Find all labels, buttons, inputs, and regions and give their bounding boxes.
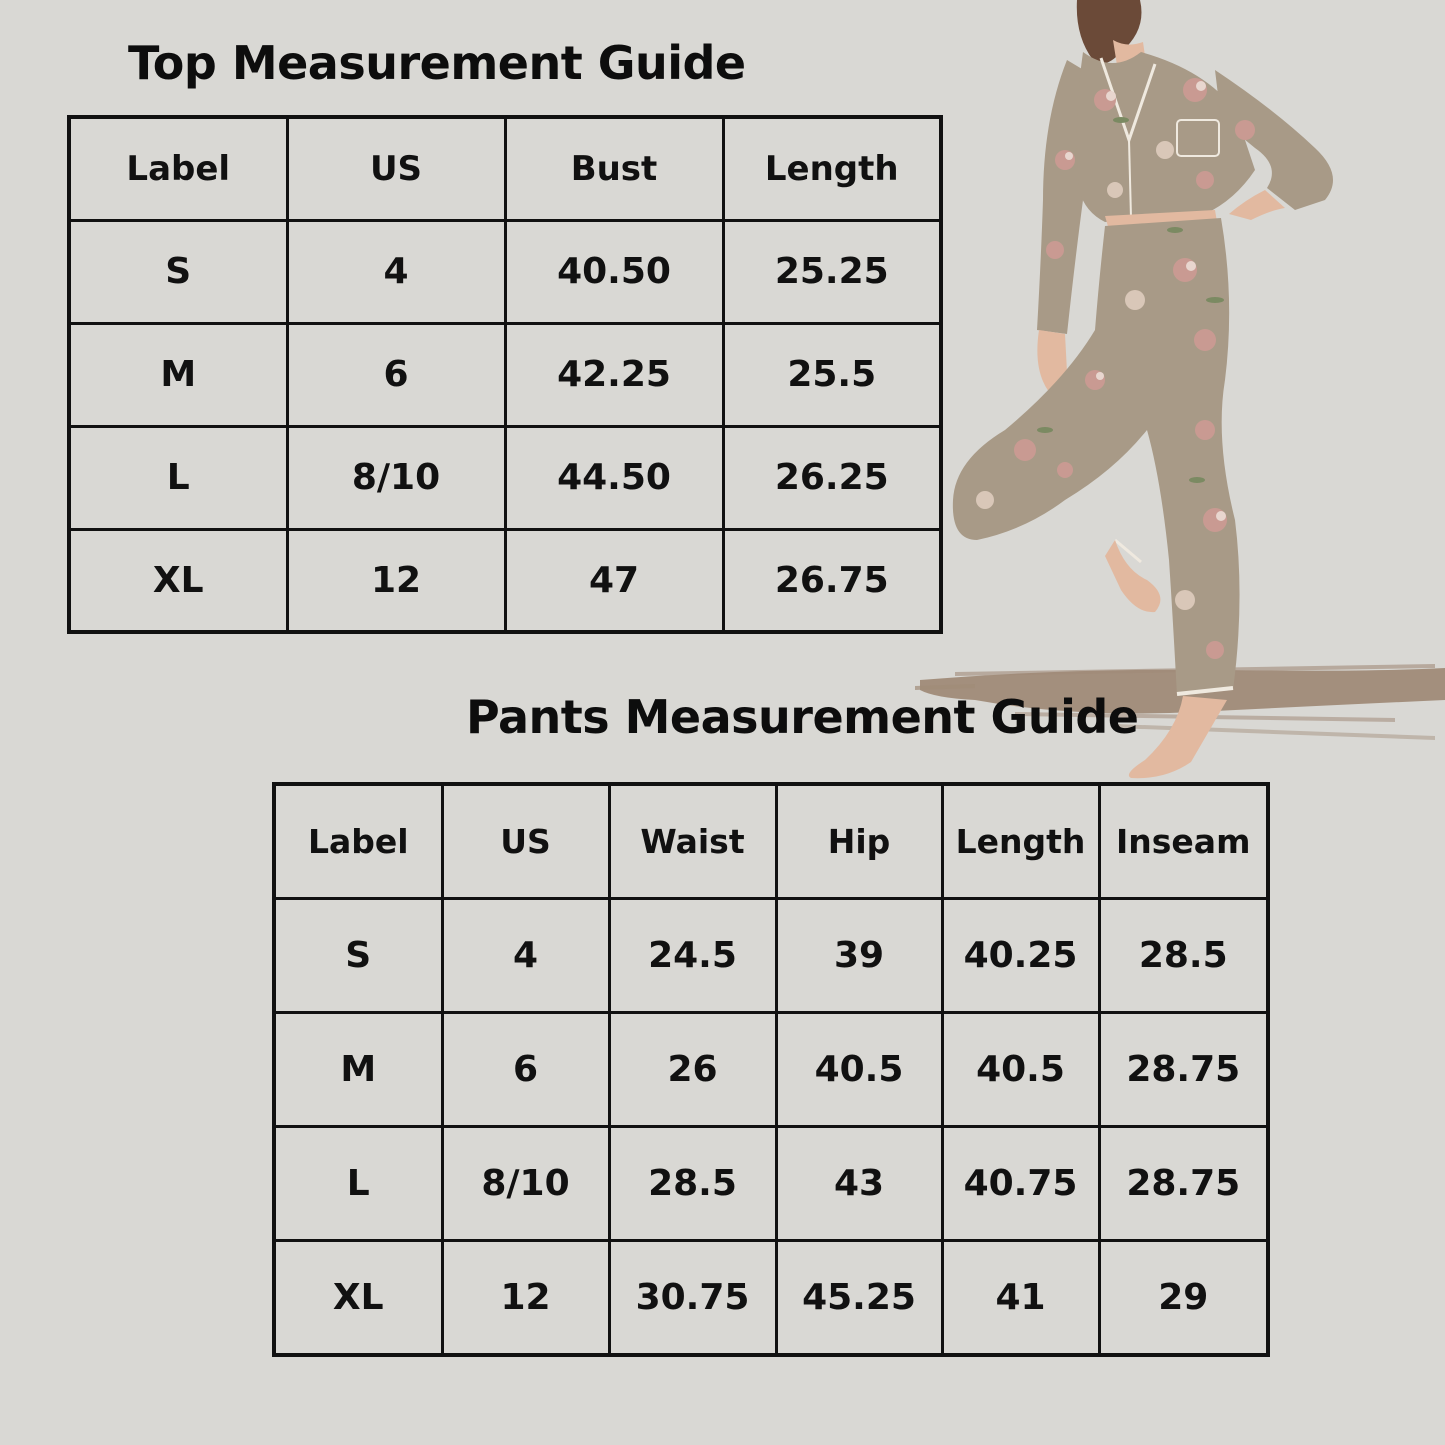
table-row (274, 1241, 1268, 1355)
table-cell: 6 (442, 1012, 609, 1126)
table-cell: 28.5 (1099, 898, 1268, 1012)
table-cell: 47 (505, 529, 723, 632)
foot-left (1105, 540, 1160, 612)
header-cell: US (442, 784, 609, 898)
table-row (69, 426, 941, 529)
header-cell: Waist (609, 784, 776, 898)
top-guide-title: Top Measurement Guide (128, 36, 746, 90)
table-cell: 40.25 (942, 898, 1099, 1012)
table-cell: 45.25 (776, 1241, 942, 1355)
table-cell: 41 (942, 1241, 1099, 1355)
table-cell: 40.50 (505, 220, 723, 323)
table-cell: 40.5 (776, 1012, 942, 1126)
table-row (69, 323, 941, 426)
table-cell: 26.25 (723, 426, 941, 529)
table-cell: M (274, 1012, 442, 1126)
table-cell: 25.25 (723, 220, 941, 323)
table-cell: L (69, 426, 287, 529)
table-cell: S (274, 898, 442, 1012)
top-measurement-table (67, 115, 943, 634)
pants-guide-title: Pants Measurement Guide (466, 690, 1139, 744)
pants-measurement-table (272, 782, 1270, 1357)
table-cell: 4 (442, 898, 609, 1012)
table-cell: 30.75 (609, 1241, 776, 1355)
pajama-pants (953, 218, 1240, 696)
table-cell: XL (274, 1241, 442, 1355)
table-row (69, 220, 941, 323)
table-cell: 43 (776, 1127, 942, 1241)
table-cell: 28.75 (1099, 1012, 1268, 1126)
header-cell: Hip (776, 784, 942, 898)
table-cell: 12 (442, 1241, 609, 1355)
header-cell: Label (274, 784, 442, 898)
table-cell: 29 (1099, 1241, 1268, 1355)
table-cell: L (274, 1127, 442, 1241)
table-cell: 28.5 (609, 1127, 776, 1241)
table-cell: 26 (609, 1012, 776, 1126)
table-cell: 8/10 (442, 1127, 609, 1241)
table-cell: 28.75 (1099, 1127, 1268, 1241)
header-cell: US (287, 117, 505, 220)
table-row (274, 1127, 1268, 1241)
table-cell: 8/10 (287, 426, 505, 529)
table-cell: 12 (287, 529, 505, 632)
table-cell: 40.75 (942, 1127, 1099, 1241)
table-cell: 6 (287, 323, 505, 426)
table-cell: 40.5 (942, 1012, 1099, 1126)
table-cell: S (69, 220, 287, 323)
model-photo (915, 0, 1445, 790)
table-row (69, 529, 941, 632)
table-cell: 26.75 (723, 529, 941, 632)
table-cell: M (69, 323, 287, 426)
pajama-top (1077, 52, 1255, 222)
table-header-row (69, 117, 941, 220)
header-cell: Bust (505, 117, 723, 220)
table-cell: 4 (287, 220, 505, 323)
table-header-row (274, 784, 1268, 898)
table-cell: 24.5 (609, 898, 776, 1012)
header-cell: Label (69, 117, 287, 220)
header-cell: Length (723, 117, 941, 220)
table-cell: 44.50 (505, 426, 723, 529)
table-cell: 39 (776, 898, 942, 1012)
table-cell: XL (69, 529, 287, 632)
table-row (274, 1012, 1268, 1126)
table-cell: 25.5 (723, 323, 941, 426)
table-row (274, 898, 1268, 1012)
header-cell: Inseam (1099, 784, 1268, 898)
header-cell: Length (942, 784, 1099, 898)
table-cell: 42.25 (505, 323, 723, 426)
